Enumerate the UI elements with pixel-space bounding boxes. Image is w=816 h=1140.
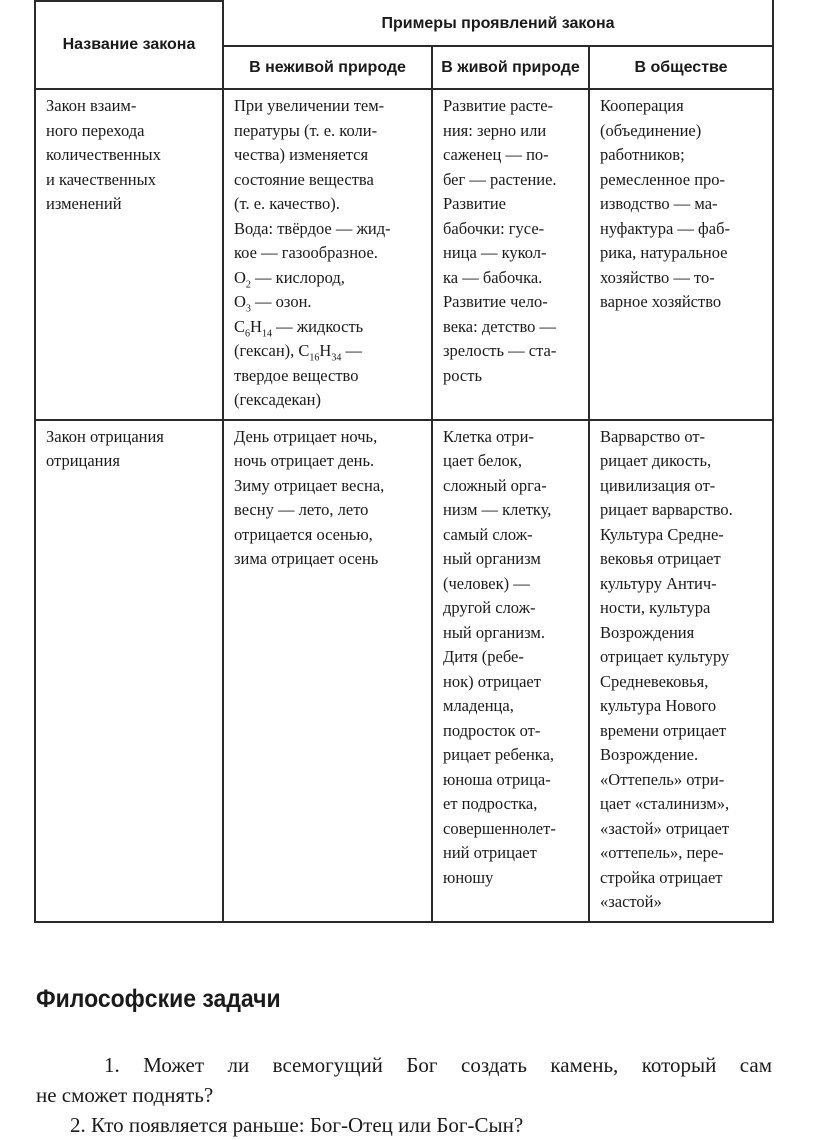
cell-text-line: вековья отрицает bbox=[600, 549, 721, 568]
task-item bbox=[36, 1050, 772, 1110]
nonliving-cell bbox=[223, 420, 432, 922]
formula-c6h14: $C_6H_{14}$ — жидкость bbox=[234, 316, 364, 339]
cell-text-line: времени отрицает bbox=[600, 720, 727, 740]
cell-text-line: рика, натуральное bbox=[600, 243, 728, 262]
cell-text-line: культура Нового bbox=[600, 696, 717, 715]
cell-text-line: младенца, bbox=[443, 696, 514, 715]
cell-text-line: весну — лето, лето bbox=[234, 500, 369, 519]
header-col-society: В обществе bbox=[589, 46, 773, 89]
cell-text-line: рицает варварство. bbox=[600, 500, 733, 519]
cell-text-line: зрелость — ста- bbox=[443, 341, 557, 360]
cell-text-line: Кооперация bbox=[600, 96, 684, 115]
cell-text-line: культуру Антич- bbox=[600, 573, 717, 593]
cell-text-line: нуфактура — фаб- bbox=[600, 218, 730, 238]
cell-text-line: (объединение) bbox=[600, 120, 702, 140]
cell-text-line: рость bbox=[443, 365, 482, 385]
cell-text-line: рицает дикость, bbox=[600, 451, 712, 470]
cell-text-line: стройка отрицает bbox=[600, 867, 723, 887]
living-cell bbox=[432, 420, 589, 922]
formula-c16h34: (гексан), $C_{16}H_{34}$ — bbox=[234, 341, 362, 364]
cell-text-line: века: детство — bbox=[443, 316, 557, 336]
task-text: Кто появляется раньше: Бог-Отец или Бог-Сын? bbox=[91, 1113, 524, 1137]
task-item bbox=[36, 1110, 772, 1140]
cell-text-line: ный организм bbox=[443, 549, 541, 568]
cell-text-line: «оттепель», пере- bbox=[600, 843, 724, 862]
cell-text-line: «застой» отрицает bbox=[600, 818, 730, 838]
law-name-cell: Закон взаим- ного перехода количественных и качественных изменений bbox=[35, 89, 223, 420]
society-cell bbox=[589, 89, 773, 420]
cell-text-line: сложный орга- bbox=[443, 475, 547, 495]
cell-text-line: Клетка отри- bbox=[443, 426, 535, 446]
table-row bbox=[35, 89, 773, 420]
task-list bbox=[36, 1050, 772, 1140]
cell-text-line: Возрождение. bbox=[600, 745, 699, 764]
cell-text-line: Зиму отрицает весна, bbox=[234, 475, 385, 495]
cell-text-line: ремесленное про- bbox=[600, 169, 726, 189]
cell-text-line: Варварство от- bbox=[600, 426, 706, 446]
task-number: 1. bbox=[104, 1053, 120, 1077]
nonliving-cell: При увеличении тем- пературы (т. е. коли- чества) изменяется состояние вещества (т. е. качество). Вода: твёрдое — жид- кое — газообразное. $O_2$ — кислород, $O_3$ — озон. $C_6H_{14}$ — жидкость (гексан), $C_{16}H_{34}$ — твердое вещество (гексадекан) bbox=[223, 89, 432, 420]
cell-text-line: ет подростка, bbox=[443, 794, 538, 813]
society-cell bbox=[589, 420, 773, 922]
cell-text-line: совершеннолет- bbox=[443, 818, 556, 838]
cell-text-line: изводство — ма- bbox=[600, 194, 718, 213]
cell-text-line: подросток от- bbox=[443, 720, 541, 740]
living-cell bbox=[432, 89, 589, 420]
cell-text-line: Возрождения bbox=[600, 622, 695, 642]
cell-text-line: нок) отрицает bbox=[443, 671, 541, 691]
formula-o2: $O_2$ — кислород, bbox=[234, 267, 345, 290]
formula-o3: $O_3$ — озон. bbox=[234, 292, 312, 315]
law-name-cell bbox=[35, 420, 223, 922]
header-col-living: В живой природе bbox=[432, 46, 589, 89]
cell-text-line: бег — растение. bbox=[443, 169, 557, 189]
cell-text-line: работников; bbox=[600, 145, 685, 164]
task-text: Может ли всемогущий Бог создать камень, который сам bbox=[143, 1053, 772, 1077]
cell-text-line: ности, культура bbox=[600, 598, 711, 617]
cell-text-line: хозяйство — то- bbox=[600, 267, 715, 287]
cell-text-line: другой слож- bbox=[443, 598, 536, 617]
cell-text-line: бабочки: гусе- bbox=[443, 218, 545, 238]
cell-text-line: День отрицает ночь, bbox=[234, 426, 378, 446]
cell-text-line: цает «сталинизм», bbox=[600, 794, 730, 813]
cell-text-line: Развитие bbox=[443, 194, 507, 213]
section-title: Философские задачи bbox=[36, 985, 281, 1013]
cell-text-line: Развитие расте- bbox=[443, 96, 554, 115]
cell-text-line: Средневековья, bbox=[600, 671, 709, 691]
cell-text-line: низм — клетку, bbox=[443, 500, 552, 519]
cell-text-line: Закон отрицания bbox=[46, 426, 164, 446]
header-law-name: Название закона bbox=[35, 1, 223, 89]
cell-text-line: зима отрицает осень bbox=[234, 549, 379, 568]
cell-text-line: отрицания bbox=[46, 451, 120, 470]
cell-text-line: ный организм. bbox=[443, 622, 545, 642]
cell-text-line: ний отрицает bbox=[443, 843, 537, 862]
header-examples: Примеры проявлений закона bbox=[223, 1, 773, 46]
cell-text-line: варное хозяйство bbox=[600, 292, 722, 311]
cell-text-line: Культура Средне- bbox=[600, 524, 724, 544]
header-col-nonliving: В неживой природе bbox=[223, 46, 432, 89]
cell-text-line: «Оттепель» отри- bbox=[600, 769, 725, 789]
task-text-cont: не сможет поднять? bbox=[36, 1083, 214, 1107]
cell-text-line: (человек) — bbox=[443, 573, 530, 593]
cell-text-line: саженец — по- bbox=[443, 145, 549, 164]
cell-text-line: «застой» bbox=[600, 892, 662, 911]
cell-text-line: отрицается осенью, bbox=[234, 524, 373, 544]
cell-text-line: ница — кукол- bbox=[443, 243, 547, 262]
cell-text-line: рицает ребенка, bbox=[443, 745, 555, 764]
cell-text-line: цает белок, bbox=[443, 451, 522, 470]
task-number: 2. bbox=[70, 1113, 86, 1137]
laws-table bbox=[34, 0, 774, 923]
cell-text-line: Развитие чело- bbox=[443, 292, 548, 311]
table-row bbox=[35, 420, 773, 922]
cell-text-line: Дитя (ребе- bbox=[443, 647, 524, 666]
cell-text-line: отрицает культуру bbox=[600, 647, 730, 666]
cell-text-line: ночь отрицает день. bbox=[234, 451, 375, 470]
cell-text-line: цивилизация от- bbox=[600, 475, 716, 495]
cell-text-line: ния: зерно или bbox=[443, 120, 547, 140]
cell-text-line: юноша отрица- bbox=[443, 769, 551, 789]
cell-text-line: ка — бабочка. bbox=[443, 267, 543, 287]
cell-text-line: юношу bbox=[443, 867, 494, 887]
cell-text-line: самый слож- bbox=[443, 524, 533, 544]
